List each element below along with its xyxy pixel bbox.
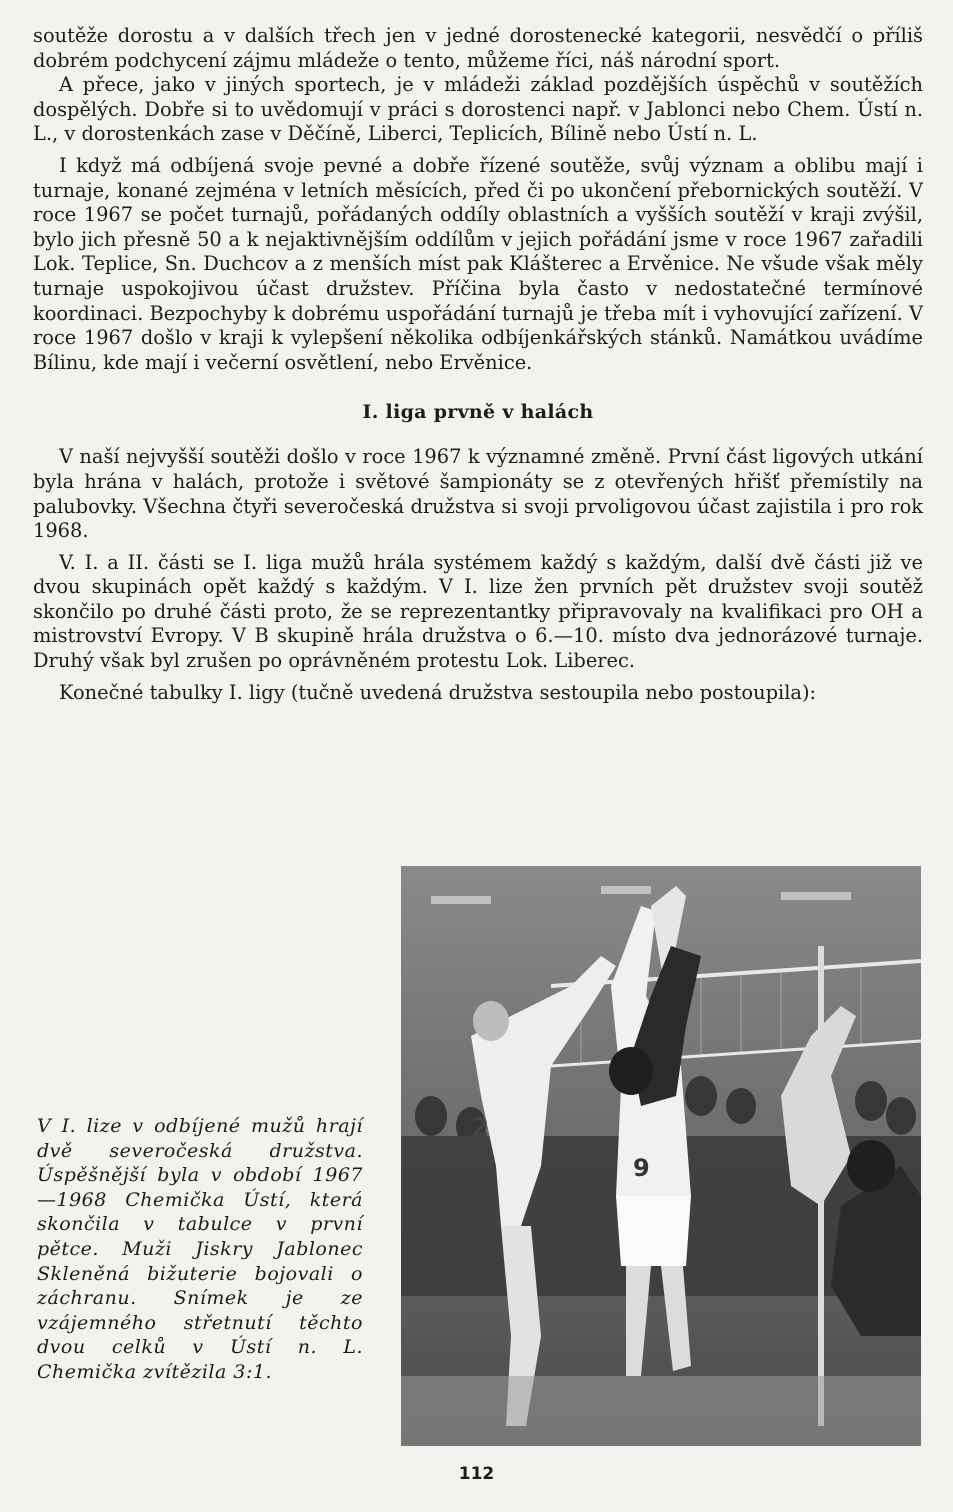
paragraph-final-tables: Konečné tabulky I. ligy (tučně uvedená družstva sestoupila nebo postoupila): bbox=[59, 680, 817, 704]
paragraph-league-system: V. I. a II. části se I. liga mužů hrála systémem každý s každým, další dvě části již ve dvou skupinách opět každý s každým. V I. lize žen prvních pět družstev svoji soutěž skončilo po druhé části proto, že se reprezentantky připravovaly na kvalifikaci pro OH a mistrovství Evropy. V B skupině hrála družstva o 6.—10. místo dva jednorázové turnaje. Druhý však byl zrušen po oprávněném protestu Lok. Liberec. bbox=[33, 550, 923, 673]
paragraph-continuation: soutěže dorostu a v dalších třech jen v jedné dorostenecké kategorii, nesvědčí o příliš dobrém podchycení zájmu mládeže o tento, můžeme říci, náš národní sport. bbox=[33, 24, 923, 72]
paragraph-youth: A přece, jako v jiných sportech, je v mládeži základ pozdějších úspěchů v soutěžích dospělých. Dobře si to uvědomují v práci s dorostenci např. v Jablonci nebo Chem. Ústí n. L., v dorostenkách zase v Děčíně, Liberci, Teplicích, Bílině nebo Ústí n. L. bbox=[33, 73, 923, 146]
section-heading: I. liga prvně v halách bbox=[362, 401, 594, 424]
photo-caption: V I. lize v odbíjené mužů hrají dvě severočeská družstva. Úspěšnější byla v období 1967—1968 Chemička Ústí, která skončila v tabulce v první pětce. Muži Jiskry Jablonec Skleněná bižuterie bojovali o záchranu. Snímek je ze vzájemného střetnutí těchto dvou celků v Ústí n. L. Chemička zvítězila 3:1. bbox=[37, 1115, 363, 1383]
paragraph-halls: V naší nejvyšší soutěži došlo v roce 1967 k významné změně. První část ligových utkání byla hrána v halách, protože i světové šampionáty se z otevřených hřišť přemístily na palubovky. Všechna čtyři severočeská družstva si svoji prvoligovou účast zajistila i pro rok 1968. bbox=[33, 445, 923, 543]
jersey-number-2: 2 bbox=[471, 1113, 490, 1143]
jersey-number-9: 9 bbox=[633, 1154, 650, 1182]
figure bbox=[33, 866, 923, 1446]
volleyball-photo-illustration bbox=[401, 866, 921, 1446]
page-number: 112 bbox=[458, 1464, 495, 1484]
page-content bbox=[33, 24, 923, 1383]
volleyball-photo bbox=[401, 866, 921, 1446]
paragraph-tournaments: I když má odbíjená svoje pevné a dobře řízené soutěže, svůj význam a oblibu mají i turnaje, konané zejména v letních měsících, před či po ukončení přebornických soutěží. V roce 1967 se počet turnajů, pořádaných oddíly oblastních a vyšších soutěží v kraji zvýšil, bylo jich přesně 50 a k nejaktivnějším oddílům v jejich pořádání jsme v roce 1967 zařadili Lok. Teplice, Sn. Duchcov a z menších míst pak Klášterec a Ervěnice. Ne všude však měly turnaje uspokojivou účast družstev. Příčina byla často v nedostatečné termínové koordinaci. Bezpochyby k dobrému uspořádání turnajů je třeba mít i vyhovující zařízení. V roce 1967 došlo v kraji k vylepšení několika odbíjenkářských stánků. Namátkou uvádíme Bílinu, kde mají i večerní osvětlení, nebo Ervěnice. bbox=[33, 153, 923, 374]
